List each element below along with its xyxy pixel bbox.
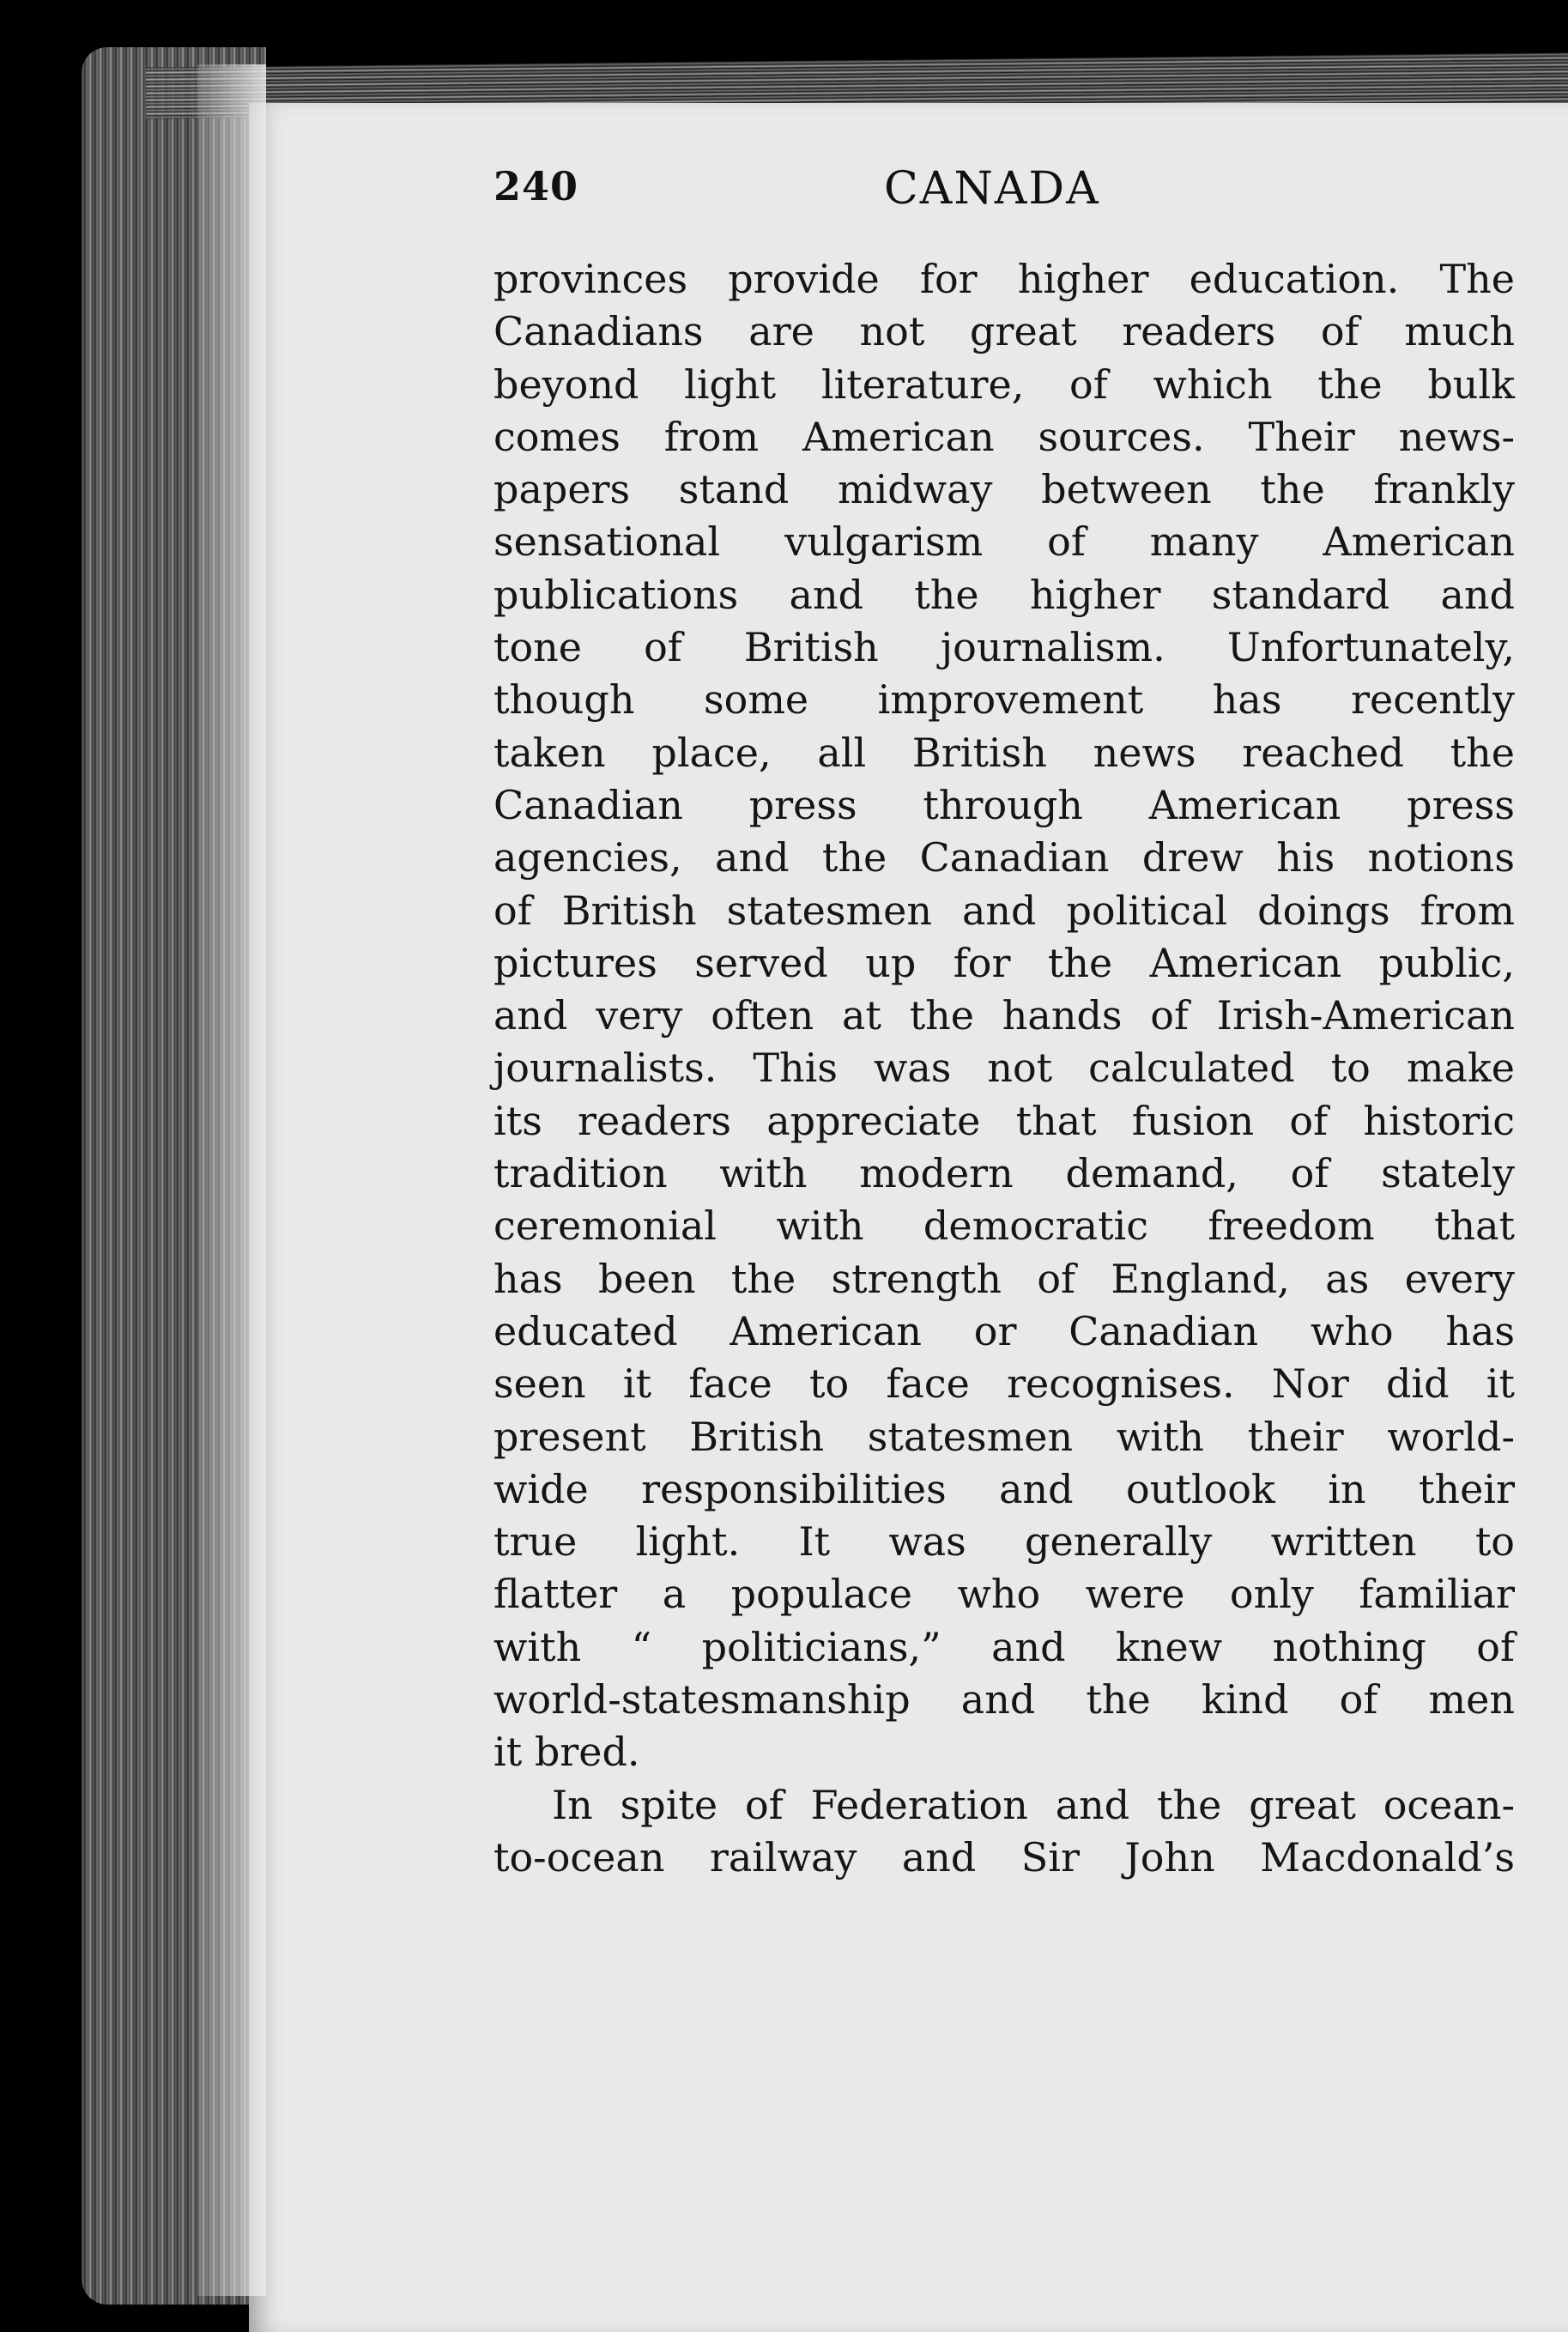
text-line: comes from American sources. Their news-: [493, 413, 1515, 460]
text-line: true light. It was generally written to: [493, 1518, 1515, 1566]
text-line: has been the strength of England, as every: [493, 1255, 1515, 1302]
text-line: In spite of Federation and the great ocean-: [552, 1781, 1515, 1828]
text-line: agencies, and the Canadian drew his notions: [493, 834, 1515, 881]
running-head: CANADA: [884, 163, 1100, 215]
text-line: pictures served up for the American public,: [493, 939, 1515, 986]
text-line: taken place, all British news reached the: [493, 729, 1515, 776]
text-line: and very often at the hands of Irish-American: [493, 992, 1515, 1039]
text-line: provinces provide for higher education. The: [493, 256, 1515, 302]
gutter-shadow: [197, 64, 266, 2296]
text-line: seen it face to face recognises. Nor did it: [493, 1360, 1515, 1408]
text-line: Canadian press through American press: [493, 781, 1515, 828]
body-text: [493, 253, 1515, 1884]
page-header: [493, 163, 1111, 223]
text-line: publications and the higher standard and: [493, 571, 1515, 618]
text-line: papers stand midway between the frankly: [493, 466, 1515, 513]
text-line: of British statesmen and political doings from: [493, 887, 1515, 934]
text-line: with “ politicians,” and knew nothing of: [493, 1623, 1515, 1670]
text-line: ceremonial with democratic freedom that: [493, 1202, 1515, 1250]
text-line: though some improvement has recently: [493, 676, 1515, 724]
text-line: to-ocean railway and Sir John Macdonald’s: [493, 1833, 1515, 1881]
text-line: world-statesmanship and the kind of men: [493, 1676, 1515, 1723]
text-line: beyond light literature, of which the bulk: [493, 360, 1515, 408]
text-line: flatter a populace who were only familiar: [493, 1571, 1515, 1618]
text-line: journalists. This was not calculated to make: [493, 1045, 1515, 1092]
text-line: wide responsibilities and outlook in their: [493, 1465, 1515, 1512]
page-number: 240: [493, 163, 579, 209]
text-line: educated American or Canadian who has: [493, 1307, 1515, 1354]
text-line: present British statesmen with their world-: [493, 1413, 1515, 1460]
text-line: tone of British journalism. Unfortunately,: [493, 624, 1515, 671]
text-line: its readers appreciate that fusion of historic: [493, 1097, 1515, 1144]
text-line: tradition with modern demand, of stately: [493, 1150, 1515, 1197]
text-line: sensational vulgarism of many American: [493, 518, 1515, 566]
text-line: it bred.: [493, 1729, 640, 1776]
text-line: Canadians are not great readers of much: [493, 308, 1515, 355]
